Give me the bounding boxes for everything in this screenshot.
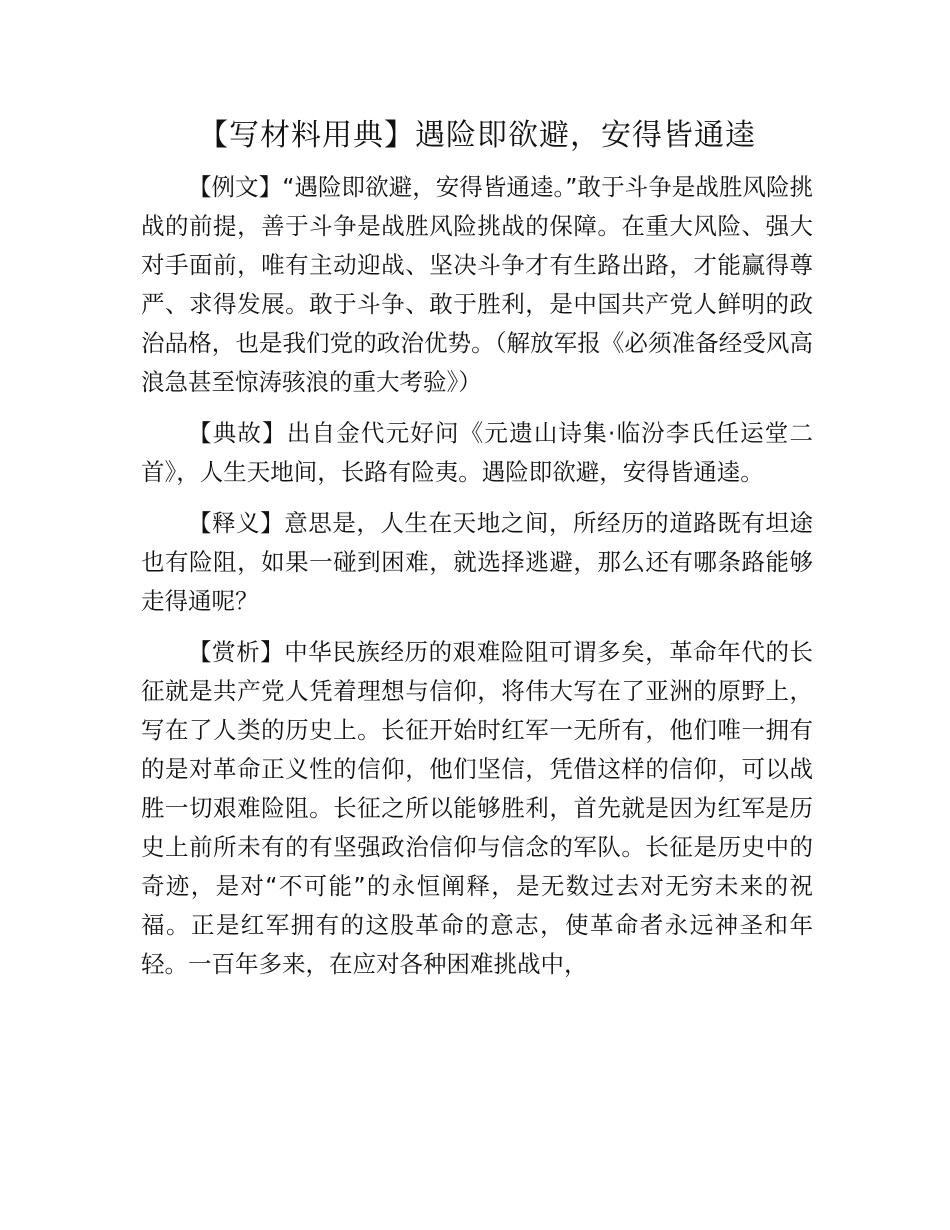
document-page (141, 110, 813, 996)
section-tag-example: 【例文】 (188, 173, 283, 201)
section-tag-analysis: 【赏析】 (188, 638, 285, 666)
section-tag-allusion: 【典故】 (188, 419, 287, 447)
paragraph-example (141, 168, 813, 402)
section-text-example: “遇险即欲避，安得皆通逵。”敢于斗争是战胜风险挑战的前提，善于斗争是战胜风险挑战的保障。在重大风险、强大对手面前，唯有主动迎战、坚决斗争才有生路出路，才能赢得尊严、求得发展。敢于斗争、敢于胜利，是中国共产党人鲜明的政治品格，也是我们党的政治优势。（解放军报《必须准备经受风高浪急甚至惊涛骇浪的重大考验》） (141, 173, 814, 396)
section-text-analysis: 中华民族经历的艰难险阻可谓多矣，革命年代的长征就是共产党人凭着理想与信仰，将伟大写在了亚洲的原野上，写在了人类的历史上。长征开始时红军一无所有，他们唯一拥有的是对革命正义性的信仰，他们坚信，凭借这样的信仰，可以战胜一切艰难险阻。长征之所以能够胜利，首先就是因为红军是历史上前所未有的有坚强政治信仰与信念的军队。长征是历史中的奇迹，是对“不可能”的永恒阐释，是无数过去对无穷未来的祝福。正是红军拥有的这股革命的意志，使革命者永远神圣和年轻。一百年多来，在应对各种困难挑战中， (141, 638, 814, 978)
section-text-allusion: 出自金代元好问《元遗山诗集·临汾李氏任运堂二首》，人生天地间，长路有险夷。遇险即欲避，安得皆通逵。 (141, 419, 813, 486)
paragraph-analysis (141, 633, 813, 984)
section-tag-meaning: 【释义】 (188, 509, 285, 537)
section-text-meaning: 意思是，人生在天地之间，所经历的道路既有坦途也有险阻，如果一碰到困难，就选择逃避，那么还有哪条路能够走得通呢？ (141, 509, 814, 615)
paragraph-meaning (141, 504, 813, 621)
document-title: 【写材料用典】遇险即欲避，安得皆通逵 (198, 118, 756, 153)
paragraph-allusion (141, 414, 813, 492)
